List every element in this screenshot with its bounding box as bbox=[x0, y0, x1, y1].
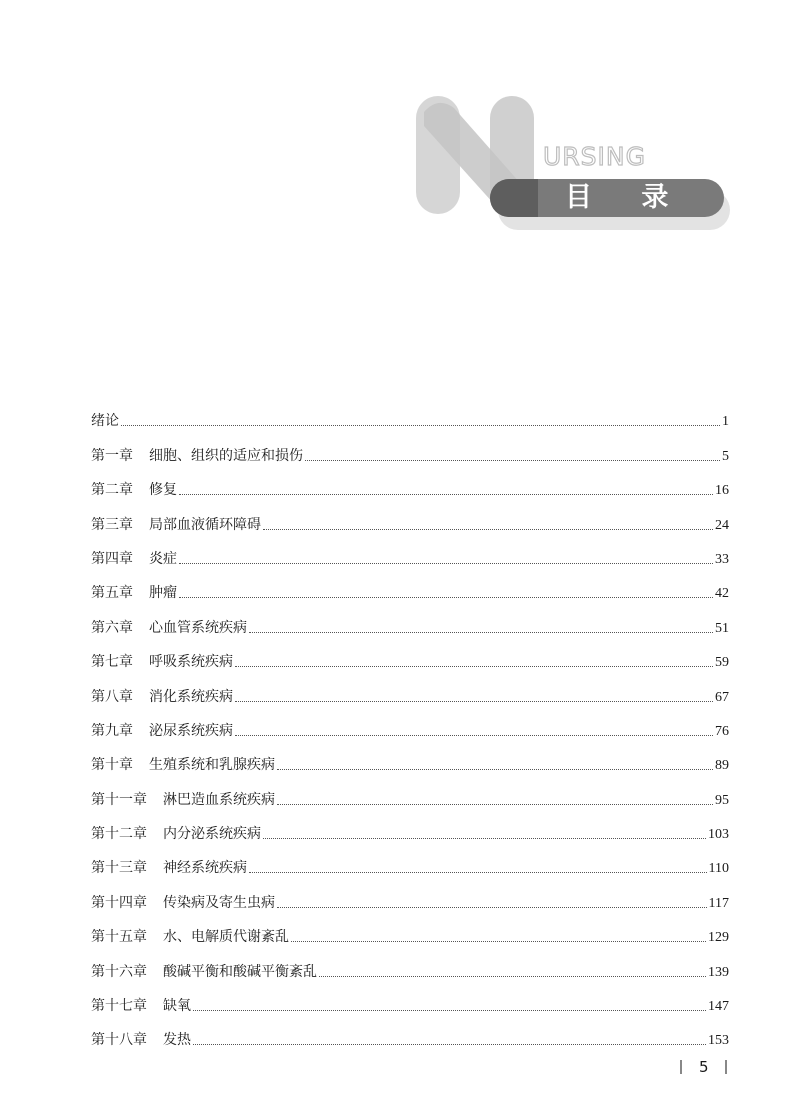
toc-leader-dots bbox=[235, 734, 713, 736]
toc-page-number: 129 bbox=[708, 930, 729, 946]
page-number bbox=[680, 1058, 730, 1076]
toc-chapter-title: 呼吸系统疾病 bbox=[149, 654, 233, 671]
toc-entry[interactable] bbox=[91, 671, 729, 705]
toc-entry[interactable] bbox=[91, 499, 729, 533]
toc-page-number: 33 bbox=[715, 551, 729, 567]
toc-page-number: 89 bbox=[715, 758, 729, 774]
toc-chapter-title: 肿瘤 bbox=[149, 585, 177, 602]
toc-leader-dots bbox=[235, 700, 713, 702]
toc-chapter-number: 第十五章 bbox=[91, 929, 147, 946]
toc-leader-dots bbox=[263, 837, 706, 839]
toc-chapter-number: 第十三章 bbox=[91, 860, 147, 877]
toc-chapter-number: 第六章 bbox=[91, 619, 133, 636]
toc-chapter-title: 水、电解质代谢紊乱 bbox=[163, 929, 289, 946]
toc-entry[interactable] bbox=[91, 430, 729, 464]
toc-chapter-number: 第十四章 bbox=[91, 894, 147, 911]
toc-leader-dots bbox=[277, 803, 713, 805]
toc-chapter-title: 神经系统疾病 bbox=[163, 860, 247, 877]
toc-chapter-title: 修复 bbox=[149, 482, 177, 499]
logo-suffix-text: URSING bbox=[543, 142, 646, 171]
toc-page-number: 95 bbox=[715, 792, 729, 808]
toc-page-number: 16 bbox=[715, 483, 729, 499]
toc-leader-dots bbox=[305, 459, 720, 461]
toc-entry[interactable] bbox=[91, 534, 729, 568]
toc-page-number: 139 bbox=[708, 964, 729, 980]
toc-leader-dots bbox=[277, 768, 713, 770]
table-of-contents bbox=[91, 396, 729, 1049]
toc-chapter-title: 生殖系统和乳腺疾病 bbox=[149, 757, 275, 774]
toc-leader-dots bbox=[277, 906, 707, 908]
toc-chapter-number: 第十一章 bbox=[91, 791, 147, 808]
toc-leader-dots bbox=[235, 665, 713, 667]
toc-chapter-title: 细胞、组织的适应和损伤 bbox=[149, 447, 303, 464]
toc-chapter-title: 淋巴造血系统疾病 bbox=[163, 791, 275, 808]
toc-page-number: 147 bbox=[708, 999, 729, 1015]
toc-entry[interactable] bbox=[91, 912, 729, 946]
toc-leader-dots bbox=[319, 975, 706, 977]
toc-leader-dots bbox=[179, 596, 713, 598]
toc-page-number: 103 bbox=[708, 827, 729, 843]
toc-leader-dots bbox=[121, 424, 720, 426]
toc-chapter-title: 内分泌系统疾病 bbox=[163, 826, 261, 843]
toc-chapter-number: 第九章 bbox=[91, 722, 133, 739]
toc-chapter-title: 心血管系统疾病 bbox=[149, 619, 247, 636]
toc-chapter-number: 第十八章 bbox=[91, 1032, 147, 1049]
toc-chapter-title: 局部血液循环障碍 bbox=[149, 516, 261, 533]
toc-page-number: 67 bbox=[715, 689, 729, 705]
toc-chapter-number: 第三章 bbox=[91, 516, 133, 533]
toc-leader-dots bbox=[179, 493, 713, 495]
toc-entry[interactable] bbox=[91, 843, 729, 877]
page-number-text: 5 bbox=[699, 1058, 709, 1076]
toc-chapter-title: 传染病及寄生虫病 bbox=[163, 894, 275, 911]
toc-entry[interactable] bbox=[91, 946, 729, 980]
toc-chapter-number: 第四章 bbox=[91, 550, 133, 567]
page-number-right-bar bbox=[725, 1060, 727, 1074]
toc-page-number: 59 bbox=[715, 655, 729, 671]
toc-entry[interactable] bbox=[91, 809, 729, 843]
toc-entry[interactable] bbox=[91, 1015, 729, 1049]
toc-page-number: 110 bbox=[708, 861, 729, 877]
toc-chapter-title: 绪论 bbox=[91, 413, 119, 430]
toc-page-number: 24 bbox=[715, 517, 729, 533]
toc-chapter-title: 消化系统疾病 bbox=[149, 688, 233, 705]
toc-chapter-number: 第十章 bbox=[91, 757, 133, 774]
page-title: 目 录 bbox=[565, 182, 689, 213]
toc-leader-dots bbox=[249, 871, 707, 873]
toc-chapter-number: 第十六章 bbox=[91, 963, 147, 980]
toc-entry[interactable] bbox=[91, 568, 729, 602]
toc-entry[interactable] bbox=[91, 740, 729, 774]
toc-entry[interactable] bbox=[91, 981, 729, 1015]
toc-chapter-title: 炎症 bbox=[149, 550, 177, 567]
toc-chapter-number: 第一章 bbox=[91, 447, 133, 464]
toc-chapter-number: 第八章 bbox=[91, 688, 133, 705]
toc-leader-dots bbox=[263, 528, 713, 530]
toc-chapter-title: 酸碱平衡和酸碱平衡紊乱 bbox=[163, 963, 317, 980]
toc-page-number: 117 bbox=[708, 895, 729, 911]
toc-leader-dots bbox=[193, 1009, 706, 1011]
toc-chapter-number: 第十二章 bbox=[91, 826, 147, 843]
toc-entry[interactable] bbox=[91, 706, 729, 740]
nursing-header bbox=[0, 0, 800, 260]
toc-page-number: 51 bbox=[715, 620, 729, 636]
toc-leader-dots bbox=[179, 562, 713, 564]
title-pill-cap bbox=[490, 179, 538, 217]
toc-chapter-number: 第七章 bbox=[91, 654, 133, 671]
toc-entry[interactable] bbox=[91, 637, 729, 671]
toc-page-number: 5 bbox=[722, 448, 729, 464]
toc-chapter-number: 第十七章 bbox=[91, 998, 147, 1015]
toc-chapter-title: 缺氧 bbox=[163, 998, 191, 1015]
toc-chapter-number: 第二章 bbox=[91, 482, 133, 499]
toc-chapter-title: 发热 bbox=[163, 1032, 191, 1049]
toc-leader-dots bbox=[193, 1043, 706, 1045]
toc-entry[interactable] bbox=[91, 396, 729, 430]
toc-entry[interactable] bbox=[91, 465, 729, 499]
toc-page-number: 76 bbox=[715, 723, 729, 739]
toc-chapter-number: 第五章 bbox=[91, 585, 133, 602]
toc-page-number: 1 bbox=[722, 414, 729, 430]
toc-page-number: 42 bbox=[715, 586, 729, 602]
toc-entry[interactable] bbox=[91, 602, 729, 636]
toc-leader-dots bbox=[291, 940, 706, 942]
toc-page-number: 153 bbox=[708, 1033, 729, 1049]
toc-leader-dots bbox=[249, 631, 713, 633]
toc-chapter-title: 泌尿系统疾病 bbox=[149, 722, 233, 739]
toc-entry[interactable] bbox=[91, 877, 729, 911]
page-number-left-bar bbox=[680, 1060, 682, 1074]
toc-entry[interactable] bbox=[91, 774, 729, 808]
